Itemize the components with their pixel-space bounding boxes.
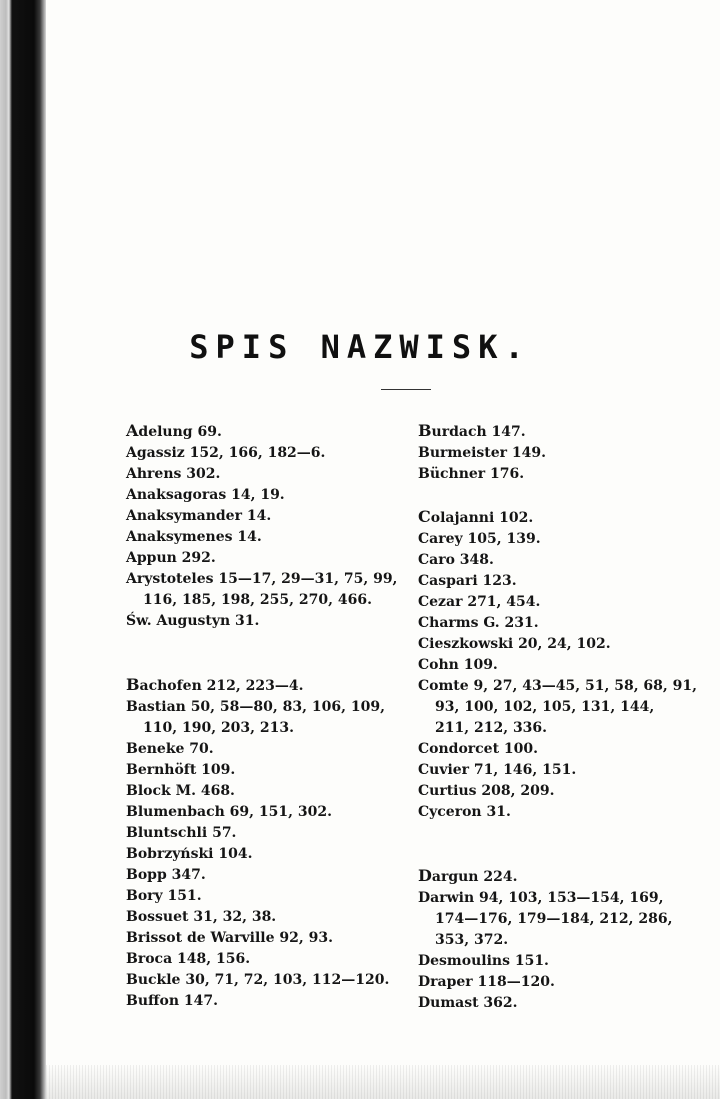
index-entry-continuation: 174—176, 179—184, 212, 286, xyxy=(435,911,673,927)
index-entry-line: Broca 148, 156. xyxy=(126,951,251,967)
index-entry-continuation: 93, 100, 102, 105, 131, 144, xyxy=(435,699,655,715)
index-entry-line: Cohn 109. xyxy=(418,657,498,673)
index-entry-line: Condorcet 100. xyxy=(418,741,539,757)
letter-group-gap xyxy=(126,632,401,674)
index-entry xyxy=(418,781,690,802)
book-spine-shadow xyxy=(0,0,46,1099)
index-entry xyxy=(126,569,401,611)
index-entry xyxy=(126,739,401,760)
index-entry xyxy=(418,865,690,888)
index-entry xyxy=(126,802,401,823)
index-entry xyxy=(418,993,690,1014)
index-entry xyxy=(126,527,401,548)
index-entry xyxy=(418,443,690,464)
index-entry xyxy=(418,760,690,781)
index-entry-line: Bluntschli 57. xyxy=(126,825,237,841)
index-entry-line: Desmoulins 151. xyxy=(418,953,549,969)
index-entry xyxy=(126,760,401,781)
index-entry-line: Cyceron 31. xyxy=(418,804,511,820)
index-entry-line: Bobrzyński 104. xyxy=(126,846,253,862)
index-entry-line: Bory 151. xyxy=(126,888,202,904)
index-entry-line: Dumast 362. xyxy=(418,995,518,1011)
index-entry-line: Blumenbach 69, 151, 302. xyxy=(126,804,332,820)
index-entry xyxy=(126,420,401,443)
index-entry-line: Carey 105, 139. xyxy=(418,531,541,547)
index-column-left xyxy=(126,420,401,1012)
index-entry-line: Block M. 468. xyxy=(126,783,235,799)
index-entry-line: Caro 348. xyxy=(418,552,494,568)
index-entry-line: Bossuet 31, 32, 38. xyxy=(126,909,277,925)
index-entry-line: Draper 118—120. xyxy=(418,974,555,990)
title-rule xyxy=(381,389,431,390)
index-entry xyxy=(126,823,401,844)
index-entry xyxy=(418,592,690,613)
index-entry-line: Anaksymenes 14. xyxy=(126,529,262,545)
index-entry xyxy=(418,420,690,443)
index-entry xyxy=(418,613,690,634)
index-entry xyxy=(418,739,690,760)
index-entry-line: Caspari 123. xyxy=(418,573,517,589)
index-column-right xyxy=(418,420,698,1014)
index-entry xyxy=(126,991,401,1012)
index-entry-line: Burdach 147. xyxy=(418,421,526,440)
index-entry-line: Bopp 347. xyxy=(126,867,206,883)
index-entry-line: Curtius 208, 209. xyxy=(418,783,555,799)
index-entry xyxy=(418,951,690,972)
index-entry xyxy=(126,674,401,697)
index-entry-line: Cezar 271, 454. xyxy=(418,594,541,610)
index-entry-line: Bernhöft 109. xyxy=(126,762,236,778)
index-entry-line: Buckle 30, 71, 72, 103, 112—120. xyxy=(126,972,390,988)
index-entry-line: Beneke 70. xyxy=(126,741,214,757)
index-entry-line: Büchner 176. xyxy=(418,466,525,482)
letter-group-gap xyxy=(418,823,690,865)
index-entry-line: Arystoteles 15—17, 29—31, 75, 99, xyxy=(126,571,398,587)
index-entry xyxy=(126,464,401,485)
index-entry xyxy=(418,972,690,993)
page-title: SPIS NAZWISK. xyxy=(189,328,531,366)
index-entry xyxy=(418,529,690,550)
index-entry xyxy=(418,888,690,951)
index-entry-continuation: 110, 190, 203, 213. xyxy=(143,720,295,736)
index-entry-line: Bachofen 212, 223—4. xyxy=(126,675,304,694)
index-entry xyxy=(126,907,401,928)
index-entry xyxy=(126,781,401,802)
index-entry xyxy=(126,886,401,907)
index-entry xyxy=(418,802,690,823)
index-entry-line: Agassiz 152, 166, 182—6. xyxy=(126,445,326,461)
index-entry xyxy=(126,865,401,886)
index-entry xyxy=(126,506,401,527)
index-entry-line: Bastian 50, 58—80, 83, 106, 109, xyxy=(126,699,385,715)
index-entry xyxy=(126,970,401,991)
index-entry-line: Adelung 69. xyxy=(126,421,222,440)
index-entry-line: Burmeister 149. xyxy=(418,445,547,461)
index-entry xyxy=(126,485,401,506)
index-entry-line: Brissot de Warville 92, 93. xyxy=(126,930,333,946)
index-entry-line: Anaksagoras 14, 19. xyxy=(126,487,285,503)
index-entry xyxy=(126,611,401,632)
index-entry-continuation: 353, 372. xyxy=(435,932,509,948)
index-entry-line: Cieszkowski 20, 24, 102. xyxy=(418,636,611,652)
letter-group-gap xyxy=(418,485,690,506)
index-entry xyxy=(418,464,690,485)
index-entry xyxy=(418,634,690,655)
index-entry xyxy=(126,697,401,739)
index-entry-line: Darwin 94, 103, 153—154, 169, xyxy=(418,890,664,906)
index-entry xyxy=(418,655,690,676)
index-entry xyxy=(126,844,401,865)
index-entry xyxy=(126,443,401,464)
index-entry xyxy=(418,571,690,592)
index-entry-line: Colajanni 102. xyxy=(418,507,534,526)
index-entry-line: Dargun 224. xyxy=(418,866,518,885)
index-entry-line: Św. Augustyn 31. xyxy=(126,613,260,629)
index-entry-line: Appun 292. xyxy=(126,550,216,566)
index-entry xyxy=(126,928,401,949)
index-entry-continuation: 116, 185, 198, 255, 270, 466. xyxy=(143,592,372,608)
index-entry-line: Ahrens 302. xyxy=(126,466,221,482)
index-entry-line: Buffon 147. xyxy=(126,993,218,1009)
index-entry-line: Charms G. 231. xyxy=(418,615,539,631)
index-entry-line: Cuvier 71, 146, 151. xyxy=(418,762,577,778)
index-entry-continuation: 211, 212, 336. xyxy=(435,720,548,736)
index-entry-line: Anaksymander 14. xyxy=(126,508,272,524)
index-entry xyxy=(126,548,401,569)
index-entry xyxy=(126,949,401,970)
index-entry xyxy=(418,506,690,529)
page-bottom-edge xyxy=(46,1065,720,1099)
index-entry-line: Comte 9, 27, 43—45, 51, 58, 68, 91, xyxy=(418,678,698,694)
index-entry xyxy=(418,550,690,571)
index-entry xyxy=(418,676,698,739)
